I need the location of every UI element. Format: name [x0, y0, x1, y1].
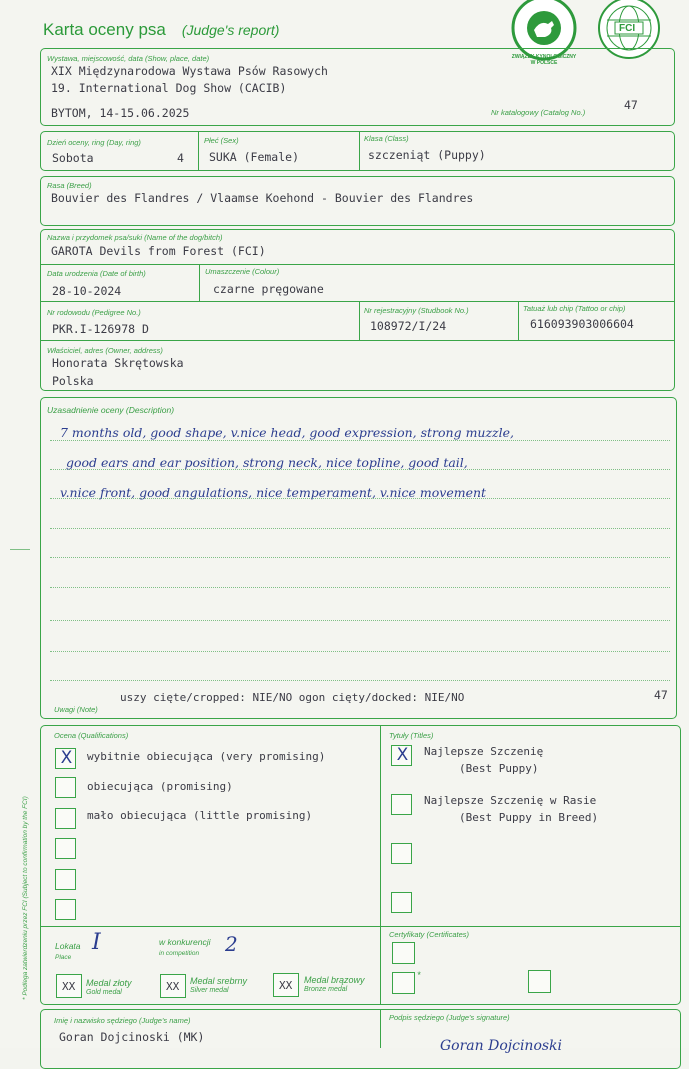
pedigree-label: Nr rodowodu (Pedigree No.): [47, 308, 141, 317]
day-label: Dzień oceny, ring (Day, ring): [47, 138, 141, 147]
qualification-checkbox-empty[interactable]: [55, 869, 76, 890]
day-sex-class-box: [40, 131, 675, 171]
judge-name-label: Imię i nazwisko sędziego (Judge's name): [54, 1016, 191, 1025]
title-checkbox-best-puppy-in-breed[interactable]: [391, 794, 412, 815]
pedigree-value: PKR.I-126978 D: [52, 322, 149, 336]
title-best-puppy: Najlepsze Szczenię: [424, 745, 544, 758]
dog-name-value: GAROTA Devils from Forest (FCI): [51, 244, 266, 258]
qualifications-titles-box: [40, 725, 681, 1005]
breed-label: Rasa (Breed): [47, 181, 92, 190]
colour-label: Umaszczenie (Colour): [205, 267, 280, 276]
show-label: Wystawa, miejscowość, data (Show, place, date): [47, 54, 210, 63]
competition-label: w konkurencji in competition: [159, 937, 211, 957]
owner-name: Honorata Skrętowska: [52, 356, 184, 370]
owner-label: Właściciel, adres (Owner, address): [47, 346, 163, 355]
zkwp-logo-text: ZWIĄZEK KYNOLOGICZNY W POLSCE: [511, 54, 577, 66]
page-title: Karta oceny psa (Judge's report): [43, 20, 280, 39]
chip-value: 616093903006604: [530, 317, 634, 331]
competition-value: 2: [225, 932, 238, 956]
title-best-puppy-in-breed-en: (Best Puppy in Breed): [459, 811, 599, 824]
qualification-little-promising: mało obiecująca (little promising): [87, 809, 313, 822]
medal-silver-label: Medal srebrny Silver medal: [190, 976, 248, 994]
qualification-checkbox-very-promising[interactable]: X: [55, 748, 76, 769]
title-best-puppy-en: (Best Puppy): [459, 762, 539, 775]
dob-label: Data urodzenia (Date of birth): [47, 269, 146, 278]
description-line-3: v.nice front, good angulations, nice temperament, v.nice movement: [60, 485, 487, 500]
owner-country: Polska: [52, 374, 94, 388]
class-label: Klasa (Class): [364, 134, 409, 143]
description-box: [40, 397, 677, 719]
sex-value: SUKA (Female): [209, 150, 300, 164]
note-catalog-number: 47: [654, 688, 668, 702]
title-checkbox-empty[interactable]: [391, 843, 412, 864]
title-best-puppy-in-breed: Najlepsze Szczenię w Rasie: [424, 794, 597, 807]
certificates-label: Certyfikaty (Certificates): [389, 930, 470, 939]
qualification-checkbox-promising[interactable]: [55, 777, 76, 798]
qualification-promising: obiecująca (promising): [87, 780, 233, 793]
place-value: I: [92, 930, 101, 955]
colour-value: czarne pręgowane: [213, 282, 324, 296]
medal-bronze-label: Medal brązowy Bronze medal: [304, 975, 365, 993]
medal-gold-label: Medal złoty Gold medal: [86, 978, 132, 996]
show-line-3: BYTOM, 14-15.06.2025: [51, 106, 190, 120]
note-label: Uwagi (Note): [54, 705, 98, 714]
day-value: Sobota: [52, 151, 94, 165]
qualification-very-promising: wybitnie obiecująca (very promising): [87, 750, 326, 763]
side-note: * Podlega zatwierdzeniu przez FCI (Subject to confirmation by the FCI): [22, 796, 29, 1000]
description-label: Uzasadnienie oceny (Description): [47, 405, 175, 415]
fci-logo-text: FCI: [619, 23, 636, 34]
qualification-checkbox-empty[interactable]: [55, 899, 76, 920]
medal-gold-mark: XX: [62, 980, 76, 993]
judge-name-value: Goran Dojcinoski (MK): [59, 1030, 205, 1044]
dob-value: 28-10-2024: [52, 284, 122, 298]
description-line-1: 7 months old, good shape, v.nice head, good expression, strong muzzle,: [60, 425, 515, 440]
title-checkbox-empty[interactable]: [391, 892, 412, 913]
catalog-number: 47: [624, 98, 638, 112]
note-value: uszy cięte/cropped: NIE/NO ogon cięty/docked: NIE/NO: [120, 691, 465, 704]
show-line-2: 19. International Dog Show (CACIB): [51, 81, 287, 95]
qualifications-label: Ocena (Qualifications): [54, 731, 129, 740]
place-label: Lokata Place: [55, 941, 81, 961]
description-line-2: good ears and ear position, strong neck, nice topline, good tail,: [66, 455, 468, 470]
signature-label: Podpis sędziego (Judge's signature): [389, 1013, 510, 1022]
studbook-value: 108972/I/24: [370, 319, 447, 333]
title-checkbox-best-puppy[interactable]: X: [391, 745, 412, 766]
certificate-checkbox[interactable]: [528, 970, 551, 993]
ring-value: 4: [177, 151, 184, 165]
breed-value: Bouvier des Flandres / Vlaamse Koehond - Bouvier des Flandres: [51, 191, 474, 205]
chip-label: Tatuaż lub chip (Tattoo or chip): [523, 304, 626, 313]
catalog-label: Nr katalogowy (Catalog No.): [491, 108, 586, 117]
dog-name-label: Nazwa i przydomek psa/suki (Name of the dog/bitch): [47, 233, 223, 242]
certificate-checkbox[interactable]: [392, 972, 415, 994]
titles-label: Tytuły (Titles): [389, 731, 434, 740]
certificate-checkbox[interactable]: [392, 942, 415, 964]
judge-signature: Goran Dojcinoski: [440, 1038, 563, 1054]
medal-silver-mark: XX: [166, 980, 180, 993]
qualification-checkbox-little-promising[interactable]: [55, 808, 76, 829]
qualification-checkbox-empty[interactable]: [55, 838, 76, 859]
certificate-asterisk: *: [417, 970, 421, 980]
side-margin-mark: [10, 549, 30, 550]
class-value: szczeniąt (Puppy): [368, 148, 486, 162]
sex-label: Płeć (Sex): [204, 136, 239, 145]
studbook-label: Nr rejestracyjny (Studbook No.): [364, 306, 469, 315]
medal-bronze-mark: XX: [279, 979, 293, 992]
show-line-1: XIX Międzynarodowa Wystawa Psów Rasowych: [51, 64, 328, 78]
